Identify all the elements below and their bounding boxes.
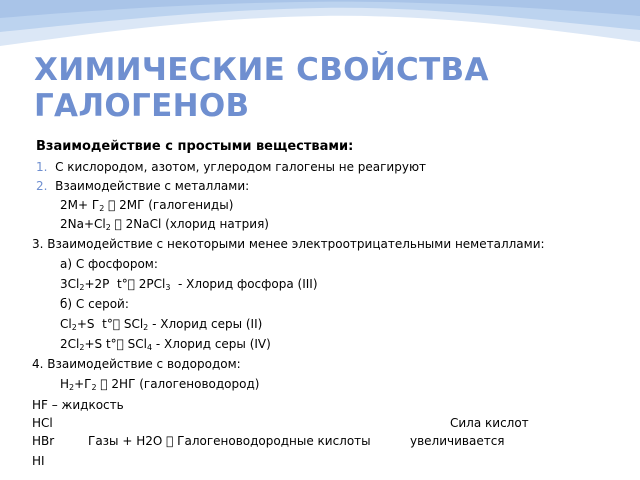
list-number: 1.	[36, 160, 48, 174]
increases-label: увеличивается	[410, 434, 505, 448]
eq-part: 3Cl	[60, 277, 80, 291]
list-text: Взаимодействие с металлами:	[55, 179, 250, 193]
eq-part: 2Cl	[60, 337, 80, 351]
eq-part: - Хлорид серы (II)	[148, 317, 263, 331]
eq-part: +S t°  SCl	[84, 337, 147, 351]
eq-part: Cl	[60, 317, 72, 331]
list-text: С кислородом, азотом, углеродом галогены не реагируют	[55, 160, 427, 174]
eq-sub: 2	[91, 383, 97, 392]
equation-metal-halide	[60, 196, 233, 214]
hi-label: HI	[32, 454, 45, 468]
eq-sub: 3	[165, 283, 171, 292]
eq-part: +2P t°  2PCl	[84, 277, 166, 291]
subitem-sulfur: б) С серой:	[60, 297, 129, 311]
eq-part: - Хлорид серы (IV)	[152, 337, 271, 351]
eq-part: +Г	[74, 377, 92, 391]
acid-strength-label: Сила кислот	[450, 416, 529, 430]
gases-water-acids: Газы + Н2О   Галогеноводородные кислоты	[88, 434, 371, 448]
eq-sub: 2	[99, 204, 105, 213]
eq-sub: 2	[69, 383, 75, 392]
eq-part: +S t°  SCl	[76, 317, 144, 331]
eq-sub: 2	[79, 283, 85, 292]
equation-sulfur-chloride-2	[60, 315, 262, 333]
list-item-2	[36, 177, 249, 195]
eq-sub: 4	[147, 343, 153, 352]
eq-part: - Хлорид фосфора (III)	[170, 277, 318, 291]
eq-part: 2Na+Cl	[60, 217, 106, 231]
hcl-label: HCl	[32, 416, 53, 430]
eq-part: 2М+ Г	[60, 198, 100, 212]
equation-sodium-chloride	[60, 215, 269, 233]
equation-sulfur-chloride-4	[60, 335, 271, 353]
eq-sub: 2	[105, 223, 111, 232]
hbr-label: HBr	[32, 434, 55, 448]
section-heading: Взаимодействие с простыми веществами:	[36, 139, 354, 154]
hf-line: HF – жидкость	[32, 398, 124, 412]
eq-part:   2НГ (галогеноводород)	[96, 377, 260, 391]
list-item-4: 4. Взаимодействие с водородом:	[32, 357, 241, 371]
eq-part:   2NaCl (хлорид натрия)	[110, 217, 269, 231]
list-number: 2.	[36, 179, 48, 193]
eq-part:   2МГ (галогениды)	[104, 198, 234, 212]
eq-sub: 2	[71, 323, 77, 332]
equation-hydrogen-halide	[60, 375, 259, 393]
list-item-1	[36, 158, 426, 176]
subitem-phosphorus: а) С фосфором:	[60, 257, 158, 271]
list-item-3: 3. Взаимодействие с некоторыми менее электроотрицательными неметаллами:	[32, 237, 545, 251]
header-wave-decoration	[0, 0, 640, 60]
eq-sub: 2	[79, 343, 85, 352]
equation-phosphorus-chloride	[60, 275, 318, 293]
title-line-1: ХИМИЧЕСКИЕ СВОЙСТВА	[34, 52, 489, 88]
eq-part: Н	[60, 377, 70, 391]
title-line-2: ГАЛОГЕНОВ	[34, 88, 250, 124]
slide-title	[34, 52, 634, 124]
eq-sub: 2	[143, 323, 149, 332]
